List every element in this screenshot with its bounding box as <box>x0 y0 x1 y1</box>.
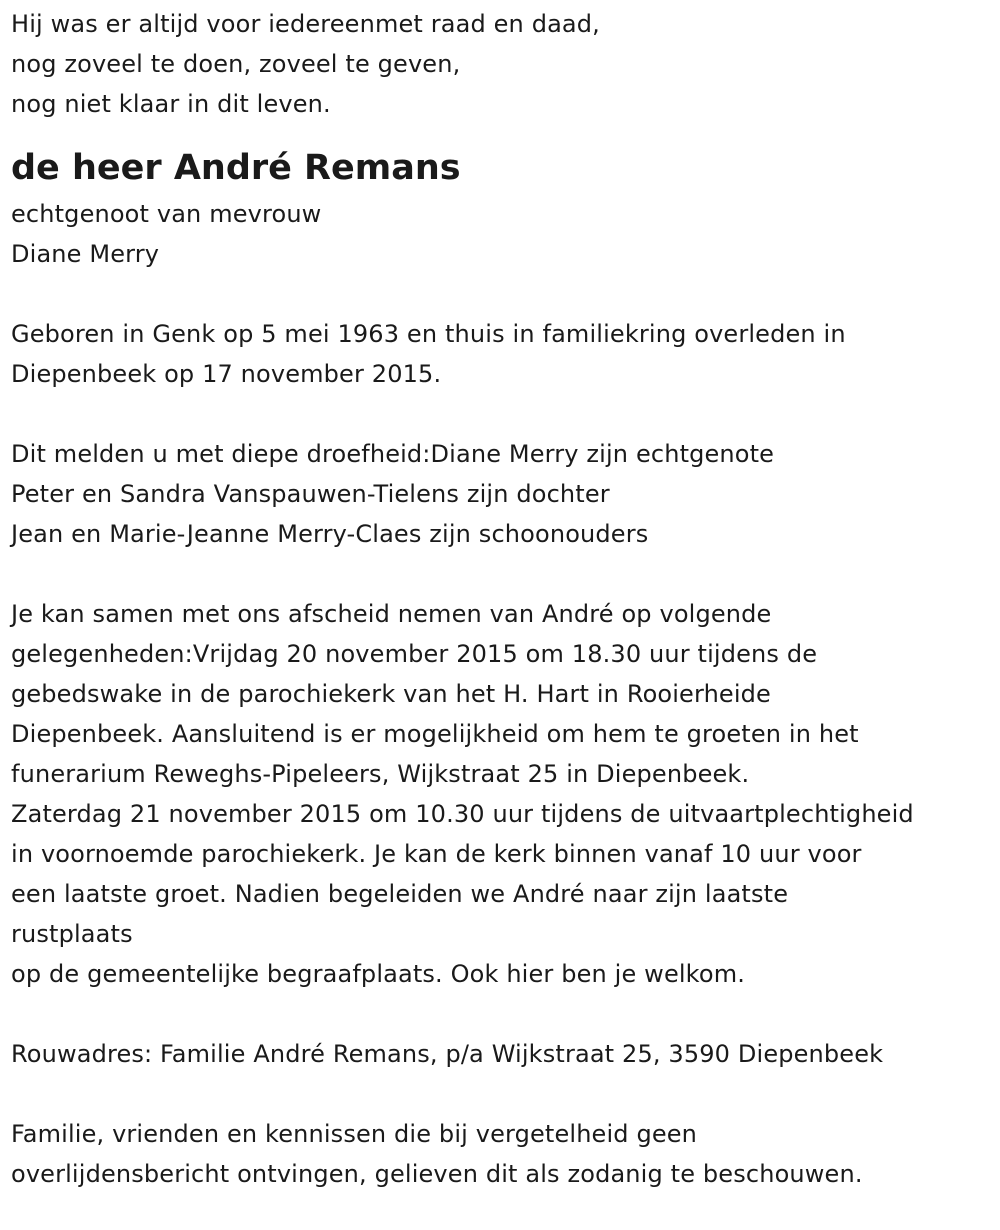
paragraph-spacer <box>11 274 996 314</box>
farewell-line: op de gemeentelijke begraafplaats. Ook hier ben je welkom. <box>11 960 746 988</box>
spouse-line: Diane Merry <box>11 240 160 268</box>
spouse-info <box>11 194 996 274</box>
mourner-line: Jean en Marie-Jeanne Merry-Claes zijn schoonouders <box>11 520 649 548</box>
farewell-line: rustplaats <box>11 920 133 948</box>
mourning-address: Rouwadres: Familie André Remans, p/a Wijkstraat 25, 3590 Diepenbeek <box>11 1040 884 1068</box>
closing-line: overlijdensbericht ontvingen, gelieven dit als zodanig te beschouwen. <box>11 1160 863 1188</box>
deceased-name: de heer André Remans <box>11 148 461 188</box>
paragraph-spacer <box>11 994 996 1034</box>
farewell-line: in voornoemde parochiekerk. Je kan de kerk binnen vanaf 10 uur voor <box>11 840 862 868</box>
farewell-line: Je kan samen met ons afscheid nemen van André op volgende <box>11 600 772 628</box>
poem-line: nog zoveel te doen, zoveel te geven, <box>11 50 461 78</box>
closing-line: Familie, vrienden en kennissen die bij vergetelheid geen <box>11 1120 698 1148</box>
poem-line: Hij was er altijd voor iedereenmet raad en daad, <box>11 10 600 38</box>
paragraph-spacer <box>11 394 996 434</box>
paragraph-spacer <box>11 1074 996 1114</box>
mourner-line: Dit melden u met diepe droefheid:Diane Merry zijn echtgenote <box>11 440 775 468</box>
farewell-line: een laatste groet. Nadien begeleiden we André naar zijn laatste <box>11 880 789 908</box>
closing-paragraph <box>11 1114 996 1194</box>
mourners-paragraph <box>11 434 996 554</box>
birth-death-line: Diepenbeek op 17 november 2015. <box>11 360 442 388</box>
spouse-line: echtgenoot van mevrouw <box>11 200 322 228</box>
farewell-line: gebedswake in de parochiekerk van het H. Hart in Rooierheide <box>11 680 771 708</box>
birth-death-line: Geboren in Genk op 5 mei 1963 en thuis in familiekring overleden in <box>11 320 846 348</box>
farewell-line: Diepenbeek. Aansluitend is er mogelijkheid om hem te groeten in het <box>11 720 859 748</box>
poem-line: nog niet klaar in dit leven. <box>11 90 331 118</box>
obituary-notice <box>11 4 996 1194</box>
farewell-paragraph <box>11 594 996 994</box>
farewell-line: funerarium Reweghs-Pipeleers, Wijkstraat 25 in Diepenbeek. <box>11 760 750 788</box>
birth-death-paragraph <box>11 314 996 394</box>
paragraph-spacer <box>11 554 996 594</box>
mourner-line: Peter en Sandra Vanspauwen-Tielens zijn dochter <box>11 480 610 508</box>
farewell-line: Zaterdag 21 november 2015 om 10.30 uur tijdens de uitvaartplechtigheid <box>11 800 914 828</box>
poem <box>11 4 996 124</box>
farewell-line: gelegenheden:Vrijdag 20 november 2015 om 18.30 uur tijdens de <box>11 640 818 668</box>
